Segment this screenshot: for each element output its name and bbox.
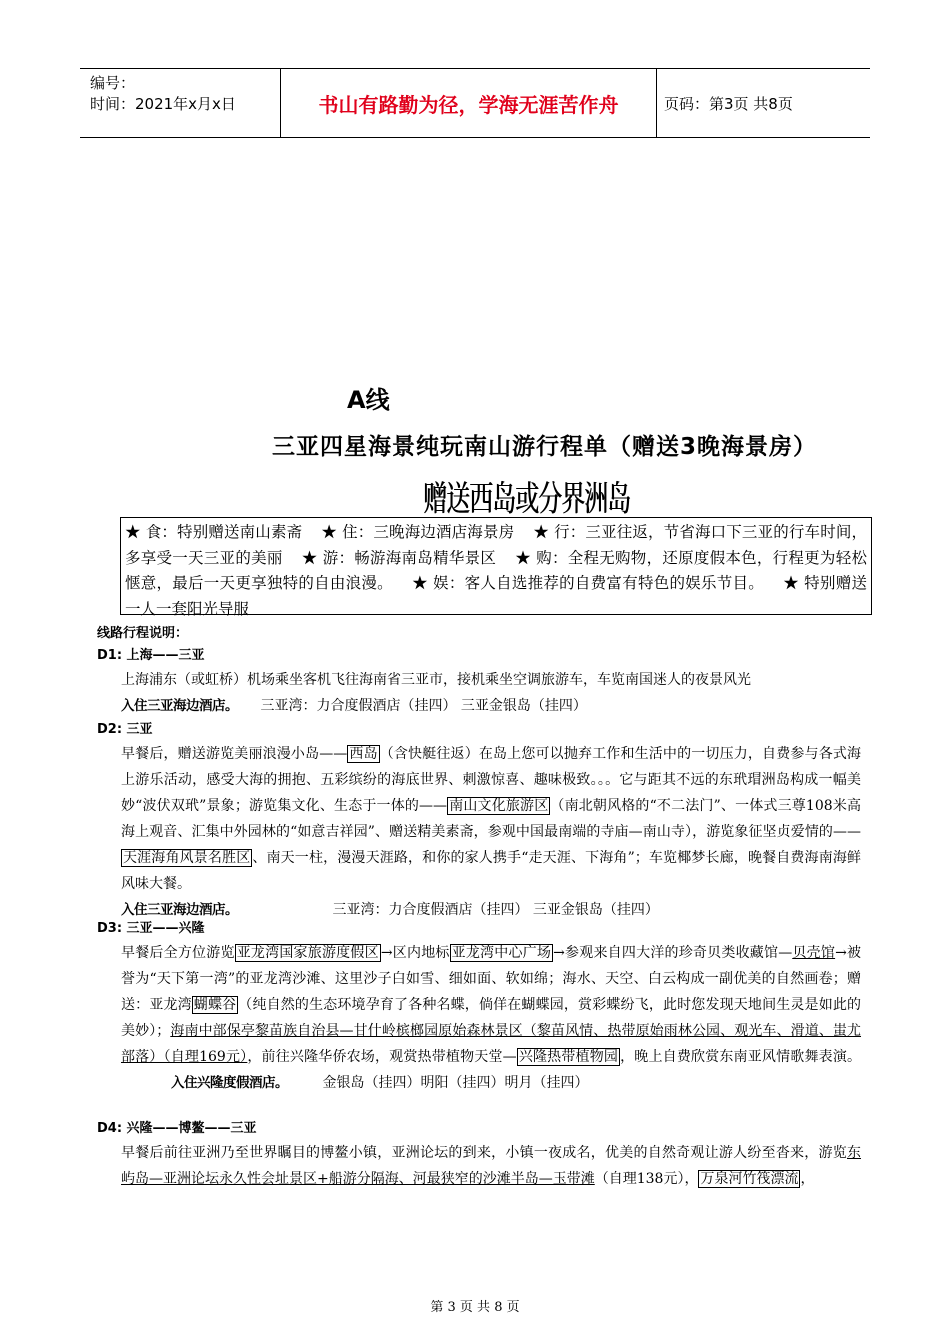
- day-4: [97, 1118, 872, 1192]
- page-title: 三亚四星海景纯玩南山游行程单（赠送3晚海景房）: [272, 434, 818, 460]
- line-label: A线: [347, 386, 390, 414]
- attraction-boao: 东屿岛—亚洲论坛永久性会址景区+船游分隔海、河最狭窄的沙滩半岛—玉带滩: [121, 1145, 861, 1187]
- day-1: [97, 645, 872, 719]
- day-text: 早餐后全方位游览 亚龙湾国家旅游度假区 →区内地标 亚龙湾中心广场 →参观来自四大洋的珍奇贝类收藏馆—贝壳馆→被誉为“天下第一湾”的亚龙湾沙滩、这里沙子白如雪、细如面、软如绵；海水、天空、白云构成一副优美的自然画卷；赠送：亚龙湾 蝴蝶谷 （纯自然的生态环境孕育了各种名蝶，倘佯在蝴蝶园，赏彩蝶纷飞，此时您发现天地间生灵是如此的美妙）；海南中部保亭黎苗族自治县—甘什岭槟榔园原始森林景区（黎苗风情、热带原始雨林公园、观光车、滑道、蚩尤部落）（自理169元），前往兴隆华侨农场，观赏热带植物天堂— 兴隆热带植物园 ，晚上自费欣赏东南亚风情歌舞表演。 入住兴隆度假酒店。 金银岛（挂四）明阳（挂四）明月（挂四）: [121, 945, 862, 1091]
- hotel-list: 金银岛（挂四）明阳（挂四）明月（挂四）: [322, 1075, 589, 1091]
- hotel-list: 三亚湾：力合度假酒店（挂四） 三亚金银岛（挂四）: [260, 698, 587, 714]
- section-title: 线路行程说明：: [97, 626, 189, 641]
- summary-gift: ★ 特别赠送一人一套阳光导服: [125, 574, 867, 618]
- attraction-xidao: 西岛: [349, 746, 378, 762]
- day-text: 早餐后前往亚洲乃至世界瞩目的博鳌小镇，亚洲论坛的到来，小镇一夜成名，优美的自然奇观让游人纷至沓来，游览东屿岛—亚洲论坛永久性会址景区+船游分隔海、河最狭窄的沙滩半岛—玉带滩（自理138元）， 万泉河竹筏漂流 ，: [121, 1145, 861, 1187]
- day-text: 上海浦东（或虹桥）机场乘坐客机飞往海南省三亚市，接机乘坐空调旅游车，车览南国迷人的夜景风光 入住三亚海边酒店。 三亚湾：力合度假酒店（挂四） 三亚金银岛（挂四）: [121, 672, 751, 714]
- summary-tour: ★ 游：畅游海南岛精华景区: [301, 548, 497, 567]
- summary-fun: ★ 娱：客人自选推荐的自费富有特色的娱乐节目。: [412, 574, 765, 592]
- stay-note: 入住三亚海边酒店。: [121, 698, 238, 714]
- subtitle: 赠送西岛或分界洲岛: [423, 478, 630, 520]
- attraction-nanshan: 南山文化旅游区: [449, 798, 549, 814]
- document-number-label: 编号：: [90, 74, 136, 92]
- day-heading: D4: 兴隆——博鳌——三亚: [97, 1121, 257, 1136]
- day-heading: D2: 三亚: [97, 722, 153, 737]
- header-divider: [656, 69, 657, 137]
- day-3: [97, 918, 872, 1096]
- day-2: [97, 719, 872, 923]
- day-heading: D3: 三亚——兴隆: [97, 921, 205, 936]
- stay-note: 入住兴隆度假酒店。: [171, 1075, 288, 1091]
- day-heading: D1: 上海——三亚: [97, 648, 205, 663]
- summary-shop: ★ 购：全程无购物，还原度假本色，行程更为轻松惬意，最后一天更享独特的自由浪漫。: [125, 548, 867, 592]
- attraction-tianya: 天涯海角风景名胜区: [123, 850, 251, 866]
- page-footer: 第 3 页 共 8 页: [430, 1300, 520, 1315]
- attraction-wanquan-rafting: 万泉河竹筏漂流: [700, 1171, 799, 1187]
- header-motto: 书山有路勤为径，学海无涯苦作舟: [318, 92, 619, 117]
- attraction-shell-museum: 贝壳馆: [792, 945, 836, 961]
- summary-box: [120, 517, 872, 618]
- attraction-ganshiling: 海南中部保亭黎苗族自治县—甘什岭槟榔园原始森林景区（黎苗风情、热带原始雨林公园、观光车、滑道、蚩尤部落）（自理169元）: [121, 1023, 862, 1065]
- header-page-info: 页码：第3页 共8页: [664, 94, 793, 113]
- summary-travel: ★ 行：三亚往返，节省海口下三亚的行车时间，多享受一天三亚的美丽: [125, 523, 868, 567]
- header-meta: [90, 73, 270, 115]
- summary-food: ★ 食：特别赠送南山素斋: [125, 523, 303, 541]
- document-time-label: 时间：2021年x月x日: [90, 95, 236, 113]
- summary-stay: ★ 住：三晚海边酒店海景房: [321, 523, 515, 541]
- attraction-butterfly-valley: 蝴蝶谷: [193, 997, 237, 1013]
- stay-note: 入住三亚海边酒店。: [121, 902, 238, 918]
- attraction-xinglong-garden: 兴隆热带植物园: [518, 1049, 619, 1065]
- day-text: 早餐后，赠送游览美丽浪漫小岛—— 西岛 （含快艇往返）在岛上您可以抛弃工作和生活中的一切压力，自费参与各式海上游乐活动，感受大海的拥抱、五彩缤纷的海底世界、刺激惊喜、趣味极致。。。它与距其不远的东玳瑁洲岛构成一幅美妙“波伏双玳”景象；游览集文化、生态于一体的—— 南山文化旅游区 （南北朝风格的“不二法门”、一体式三尊108米高海上观音、汇集中外园林的“如意吉祥园”、赠送精美素斋，参观中国最南端的寺庙—南山寺），游览象征坚贞爱情的——天涯海角风景名胜区 、南天一柱，漫漫天涯路，和你的家人携手“走天涯、下海角”；车览椰梦长廊，晚餐自费海南海鲜风味大餐。 入住三亚海边酒店。 三亚湾：力合度假酒店（挂四） 三亚金银岛（挂四）: [121, 746, 862, 918]
- page-header: [80, 68, 870, 138]
- attraction-yalong-plaza: 亚龙湾中心广场: [451, 945, 552, 961]
- hotel-list: 三亚湾：力合度假酒店（挂四） 三亚金银岛（挂四）: [332, 902, 659, 918]
- attraction-yalong-bay: 亚龙湾国家旅游度假区: [236, 945, 379, 961]
